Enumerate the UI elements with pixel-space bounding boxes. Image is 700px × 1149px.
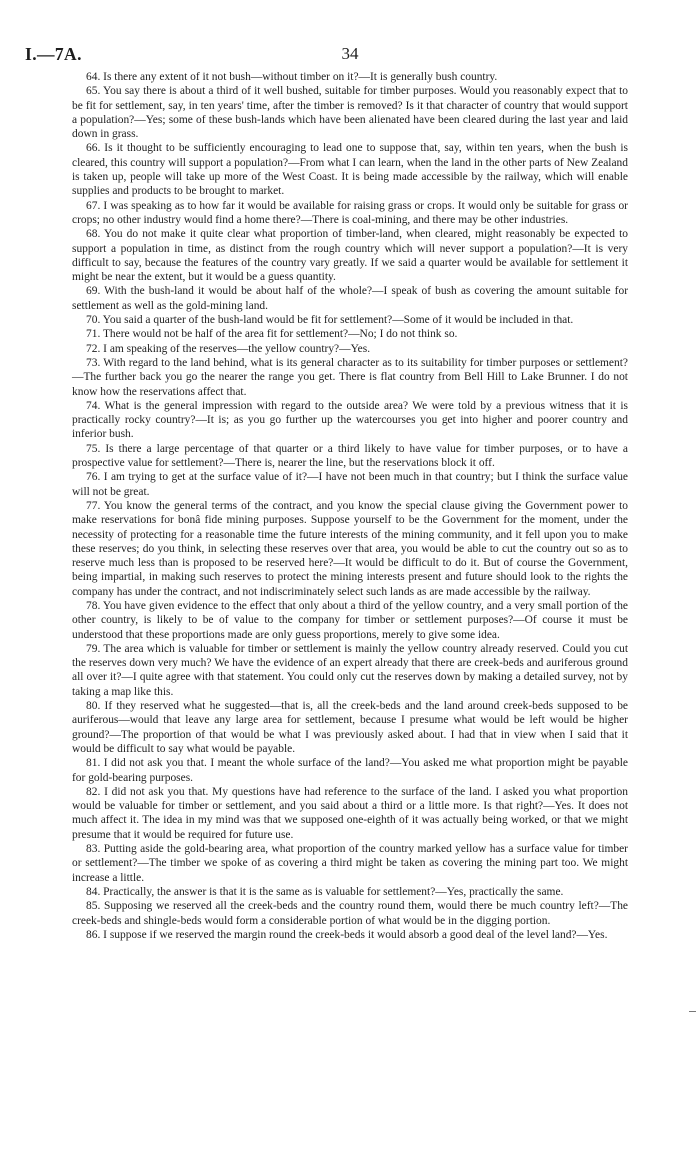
qa-paragraph-64: 64. Is there any extent of it not bush—without timber on it?—It is generally bush country. [86, 71, 498, 83]
page-number: 34 [341, 44, 359, 63]
qa-paragraph-72: 72. I am speaking of the reserves—the yellow country?—Yes. [86, 342, 371, 355]
page-header [25, 44, 628, 70]
qa-paragraph-76: 76. I am trying to get at the surface value of it?—I have not been much in that country; but I think the surface value will not be great. [72, 471, 628, 498]
qa-paragraph-82: 82. I did not ask you that. My questions have had reference to the surface of the land. I asked you what proportion would be valuable for timber or settlement, and you said about a third or a little more. Is that right?—Yes. It does not much affect it. The idea in my mind was that we supposed one-eighth of it was actually being worked, or that we might presume that it would be required for future use. [72, 785, 628, 841]
qa-paragraph-65: 65. You say there is about a third of it well bushed, suitable for timber purposes. Would you reasonably expect that to be fit for settlement, say, in ten years' time, after the timber is removed? Is it that character of country that would support a population?—Yes; some of these bush-lands which have been alienated have been cleared during the last year and laid down in grass. [72, 85, 628, 141]
qa-paragraph-71: 71. There would not be half of the area fit for settlement?—No; I do not think so. [86, 328, 458, 341]
qa-paragraph-74: 74. What is the general impression with regard to the outside area? We were told by a previous witness that it is practically rocky country?—It is; as you go further up the watercourses you get into higher and poorer country and inferior bush. [72, 399, 628, 441]
evidence-body [72, 70, 628, 942]
document-reference: I.—7A. [25, 44, 82, 64]
qa-paragraph-67: 67. I was speaking as to how far it would be available for raising grass or crops. It would only be suitable for grass or crops; no other industry would find a home there?—There is coal-mining, and there may be other industries. [72, 199, 628, 226]
qa-paragraph-86: 86. I suppose if we reserved the margin round the creek-beds it would absorb a good deal of the level land?—Yes. [86, 928, 608, 941]
qa-paragraph-70: 70. You said a quarter of the bush-land would be fit for settlement?—Some of it would be included in that. [86, 314, 574, 327]
margin-mark [689, 1011, 696, 1012]
qa-paragraph-68: 68. You do not make it quite clear what proportion of timber-land, when cleared, might reasonably be expected to support a population in time, as distinct from the rough country which will never support a population?—It is very difficult to say, because the features of the country vary greatly. If we said a quarter would be available for settlement it might be near the extent, but it would be a guess quantity. [72, 228, 628, 284]
qa-paragraph-79: 79. The area which is valuable for timber or settlement is mainly the yellow country already reserved. Could you cut the reserves down very much? We have the evidence of an expert already that there are creek-beds and auriferous ground all over it?—I quite agree with that statement. You could only cut the reserves down by making a detailed survey, not by taking a map like this. [72, 642, 628, 698]
qa-paragraph-80: 80. If they reserved what he suggested—that is, all the creek-beds and the land around creek-beds supposed to be auriferous—would that leave any large area for settlement, because I presume what would be left would be higher ground?—The proportion of that would be what I was previously asked about. I had that in view when I said that it would be difficult to say what would be payable. [72, 700, 628, 755]
qa-paragraph-66: 66. Is it thought to be sufficiently encouraging to lead one to suppose that, say, within ten years, when the bush is cleared, this country will support a population?—From what I can learn, when the land in the other parts of New Zealand is taken up, people will take up more of the West Coast. It is being made accessible by the railway, which will enable supplies and products to be brought to market. [72, 142, 628, 198]
qa-paragraph-85: 85. Supposing we reserved all the creek-beds and the country round them, would there be much country left?—The creek-beds and shingle-beds would form a considerable portion of what would be in the digging portion. [72, 900, 628, 927]
qa-paragraph-83: 83. Putting aside the gold-bearing area, what proportion of the country marked yellow has a surface value for timber or settlement?—The timber we spoke of as covering a third might be taken as covering the mining part too. We might increase a little. [72, 843, 628, 884]
qa-paragraph-78: 78. You have given evidence to the effect that only about a third of the yellow country, and a very small portion of the other country, is likely to be of value to the company for timber or settlement purposes?—Of course it must be understood that these proportions made are only guess proportions, merely to give some idea. [72, 599, 628, 641]
qa-paragraph-81: 81. I did not ask you that. I meant the whole surface of the land?—You asked me what proportion might be payable for gold-bearing purposes. [72, 757, 628, 784]
qa-paragraph-77: 77. You know the general terms of the contract, and you know the special clause giving the Government power to make reservations for bonâ fide mining purposes. Suppose yourself to be the Government for the moment, under the necessity of protecting for a reasonable time the future interests of the mining community, and it fell upon you to make these reserves; do you think, in selecting these reserves over that area, you would be able to cut the country out so as to reserve much less than is proposed to be reserved here?—It would be difficult to do it. But of course the Government, being impartial, in making such reserves to protect the mining interests present and future should look to the rights the company has under the contract, and not indiscriminately select such lands as are made accessible by the railway. [72, 499, 628, 598]
qa-paragraph-75: 75. Is there a large percentage of that quarter or a third likely to have value for timber purposes, or to have a prospective value for settlement?—There is, nearer the line, but the reservations block it off. [72, 442, 628, 470]
qa-paragraph-73: 73. With regard to the land behind, what is its general character as to its suitability for timber purposes or settlement?—The further back you go the nearer the range you get. There is flat country from Bell Hill to Lake Brunner. I do not know how the reservations affect that. [72, 356, 628, 398]
qa-paragraph-84: 84. Practically, the answer is that it is the same as is valuable for settlement?—Yes, practically the same. [86, 885, 564, 898]
qa-paragraph-69: 69. With the bush-land it would be about half of the whole?—I speak of bush as covering the amount suitable for settlement as well as the gold-mining land. [72, 285, 628, 312]
